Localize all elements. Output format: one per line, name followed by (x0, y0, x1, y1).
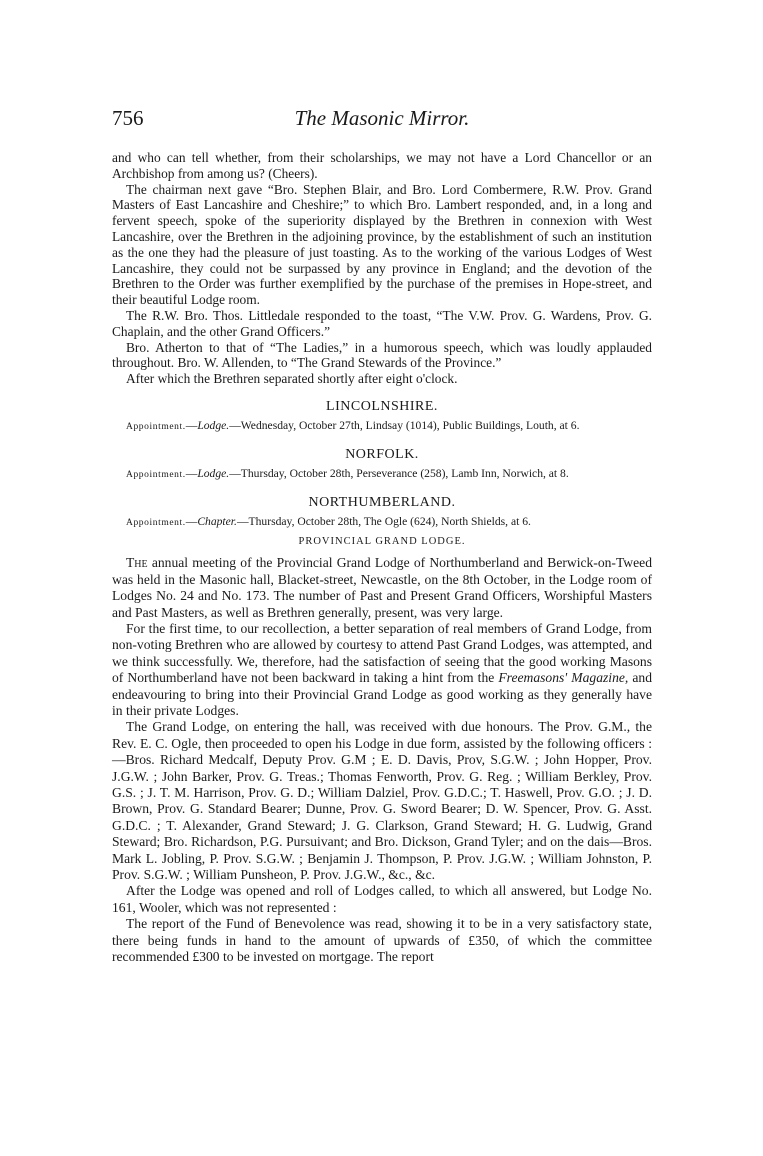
page-header (112, 106, 652, 136)
page-body (112, 150, 652, 966)
report-paragraph-1-text: annual meeting of the Provincial Grand Lodge of Northumberland and Berwick-on-Tweed was held in the Masonic hall, Blacket-street, Newcastle, on the 8th October, in the Lodge room of Lodges No. 24 and No. 173. The number of Past and Present Grand Officers, Worshipful Masters and Past Masters, as well as Brethren generally, present, was very large. (112, 555, 652, 620)
report-paragraph-2-a: For the first time, to our recollection, a better separation of real members of Grand Lodge, from non-voting Brethren who are allowed by courtesy to attend Past Grand Lodges, was attempted, and we think successfully. We, therefore, had the satisfaction of seeing that the good working Masons of Northumberland have not been backward in taking a hint from the (112, 620, 652, 686)
appointment-kind: Chapter. (197, 514, 237, 528)
appointment-northumberland: Appointment.—Chapter.—Thursday, October 28th, The Ogle (624), North Shields, at 6. (126, 514, 531, 528)
appointment-kind: Lodge. (197, 418, 230, 432)
section-heading-norfolk: NORFOLK. (345, 446, 419, 462)
report-paragraph-1 (112, 555, 652, 621)
subheading-provincial-grand-lodge: PROVINCIAL GRAND LODGE. (298, 536, 466, 548)
report-paragraph-2 (112, 621, 652, 719)
appointment-text: —Wednesday, October 27th, Lindsay (1014), Public Buildings, Louth, at 6. (229, 418, 580, 432)
report-body (112, 555, 652, 965)
intro-paragraph-4: Bro. Atherton to that of “The Ladies,” in a humorous speech, which was loudly applauded throughout. Bro. W. Allenden, to “The Grand Stewards of the Province.” (112, 339, 652, 371)
intro-paragraph-2: The chairman next gave “Bro. Stephen Blair, and Bro. Lord Combermere, R.W. Prov. Grand Masters of East Lancashire and Cheshire;” to which Bro. Lambert responded, and, in a long and fervent speech, spoke of the superiority displayed by the Brethren in connexion with West Lancashire, over the Brethren in the adjoining province, by the establishment of such an institution as the one they had the pleasure of just toasting. As to the working of the various Lodges of West Lancashire, they could not be surpassed by any province in England; and the devotion of the Brethren to the Order was further exemplified by the purchase of the premises in Hope-street, and their beautiful Lodge room. (112, 181, 652, 308)
intro-paragraph-5: After which the Brethren separated shortly after eight o'clock. (126, 371, 458, 387)
running-title: The Masonic Mirror. (294, 106, 470, 130)
appointment-norfolk: Appointment.—Lodge.—Thursday, October 28th, Perseverance (258), Lamb Inn, Norwich, at 8. (126, 466, 569, 480)
appointment-label: Appointment. (126, 421, 186, 432)
report-paragraph-3: The Grand Lodge, on entering the hall, was received with due honours. The Prov. G.M., the Rev. E. C. Ogle, then proceeded to open his Lodge in due form, assisted by the following officers :—Bros. Richard Medcalf, Deputy Prov. G.M ; E. D. Davis, Prov, S.G.W. ; John Hopper, Prov. J.G.W. ; John Barker, Prov. G. Treas.; Thomas Fenworth, Prov. G. Reg. ; William Berkley, Prov. G.S. ; J. T. M. Harrison, Prov. G. D.; William Dalziel, Prov. G.D.C.; T. Haswell, Prov. G.O. ; J. D. Brown, Prov. G. Standard Bearer; Dunne, Prov. G. Sword Bearer; D. W. Spencer, Prov. G. Asst. G.D.C. ; T. Alexander, Grand Steward; J. G. Clarkson, Grand Steward; H. G. Ludwig, Grand Steward; Bro. Richardson, P.G. Pursuivant; and Bro. Dickson, Grand Tyler; and on the dais—Bros. Mark L. Jobling, P. Prov. S.G.W. ; Benjamin J. Thompson, P. Prov. J.G.W. ; William Johnston, P. Prov. S.G.W. ; William Punsheon, P. Prov. J.G.W., &c., &c. (112, 719, 652, 883)
section-heading-northumberland: NORTHUMBERLAND. (308, 494, 456, 510)
appointment-lincolnshire: Appointment.—Lodge.—Wednesday, October 27th, Lindsay (1014), Public Buildings, Louth, at 6. (126, 418, 580, 432)
report-paragraph-5: The report of the Fund of Benevolence was read, showing it to be in a very satisfactory state, there being funds in hand to the amount of upwards of £350, of which the committee recommended £300 to be invested on mortgage. The report (112, 916, 652, 965)
magazine-title: Freemasons' Magazine, (498, 670, 629, 686)
intro-paragraph-1: and who can tell whether, from their scholarships, we may not have a Lord Chancellor or an Archbishop from among us? (Cheers). (112, 150, 652, 181)
section-heading-lincolnshire: LINCOLNSHIRE. (326, 398, 438, 414)
page-number: 756 (112, 106, 144, 130)
appointment-kind: Lodge. (197, 466, 230, 480)
report-paragraph-4: After the Lodge was opened and roll of Lodges called, to which all answered, but Lodge No. 161, Wooler, which was not represented : (112, 883, 652, 915)
appointment-label: Appointment. (126, 517, 186, 528)
lead-word: The (126, 555, 148, 571)
appointment-label: Appointment. (126, 469, 186, 480)
appointment-text: —Thursday, October 28th, The Ogle (624), North Shields, at 6. (236, 514, 531, 528)
intro-paragraph-3: The R.W. Bro. Thos. Littledale responded to the toast, “The V.W. Prov. G. Wardens, Prov. G. Chaplain, and the other Grand Officers.” (112, 307, 652, 339)
appointment-text: —Thursday, October 28th, Perseverance (258), Lamb Inn, Norwich, at 8. (229, 466, 569, 480)
report-paragraph-2-b: and endeavouring to bring into their Provincial Grand Lodge as good working as they generally have in their private Lodges. (112, 670, 652, 718)
